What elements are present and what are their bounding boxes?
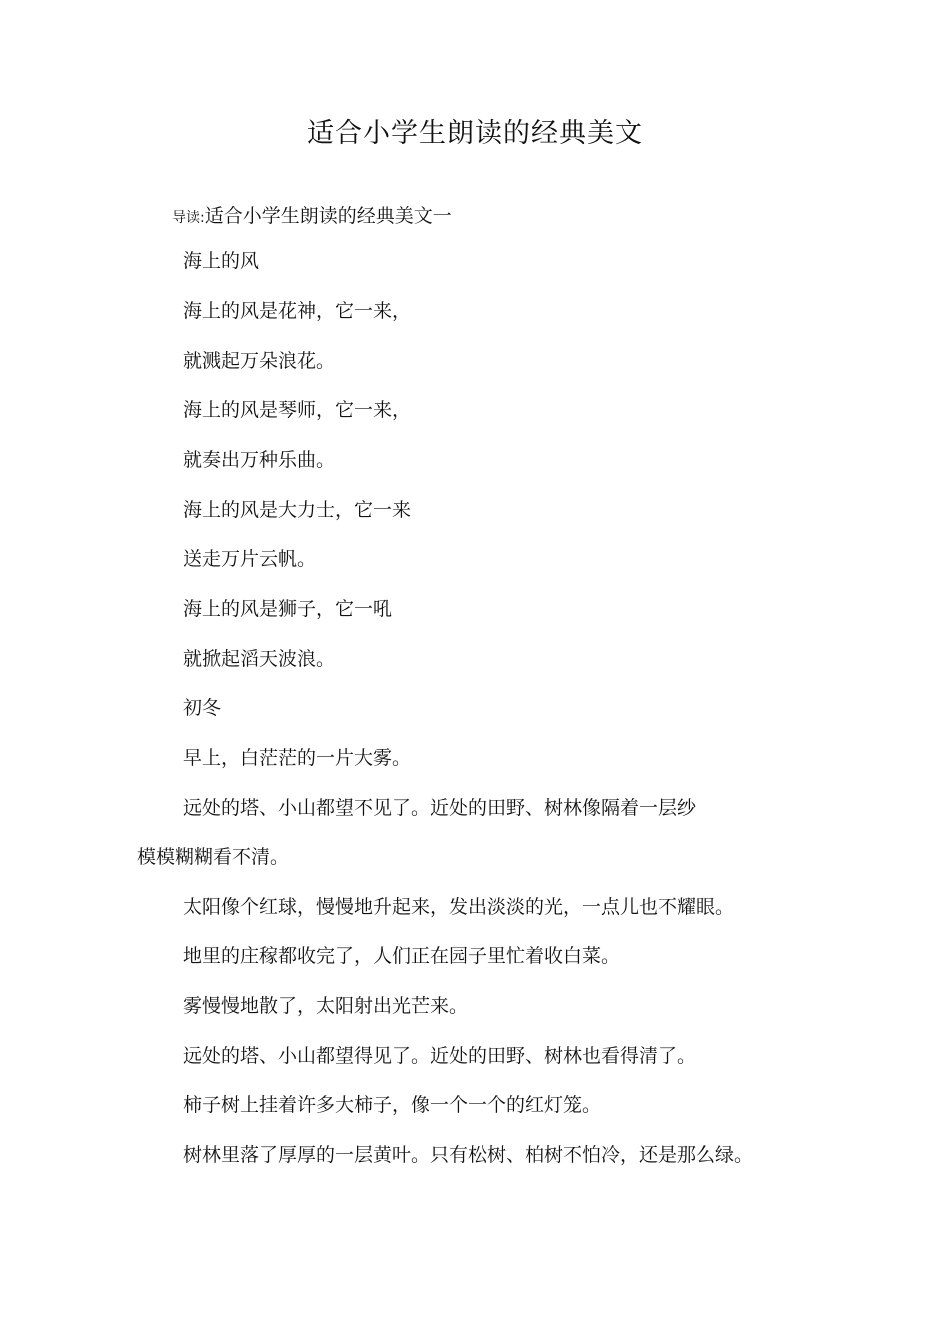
intro-label: 导读: bbox=[172, 210, 205, 226]
text-line: 模模糊糊看不清。 bbox=[137, 846, 290, 868]
text-line: 远处的塔、小山都望得见了。近处的田野、树林也看得清了。 bbox=[183, 1045, 697, 1067]
section-heading: 初冬 bbox=[183, 697, 222, 719]
text-line: 海上的风是狮子，它一吼 bbox=[183, 598, 393, 620]
text-line: 就溅起万朵浪花。 bbox=[183, 350, 336, 372]
intro-text: 适合小学生朗读的经典美文一 bbox=[204, 205, 452, 227]
text-line: 雾慢慢地散了，太阳射出光芒来。 bbox=[183, 995, 469, 1017]
text-line: 地里的庄稼都收完了，人们正在园子里忙着收白菜。 bbox=[183, 945, 621, 967]
text-line: 柿子树上挂着许多大柿子，像一个一个的红灯笼。 bbox=[183, 1094, 602, 1116]
text-line: 远处的塔、小山都望不见了。近处的田野、树林像隔着一层纱 bbox=[183, 797, 697, 819]
section-heading: 海上的风 bbox=[183, 250, 260, 272]
text-line: 海上的风是大力士，它一来 bbox=[183, 499, 412, 521]
text-line: 就掀起滔天波浪。 bbox=[183, 648, 336, 670]
text-line: 太阳像个红球，慢慢地升起来，发出淡淡的光，一点儿也不耀眼。 bbox=[183, 896, 735, 918]
text-line: 树林里落了厚厚的一层黄叶。只有松树、柏树不怕冷，还是那么绿。 bbox=[183, 1144, 754, 1166]
text-line: 送走万片云帆。 bbox=[183, 548, 317, 570]
text-line: 海上的风是琴师，它一来， bbox=[183, 399, 412, 421]
text-line: 早上，白茫茫的一片大雾。 bbox=[183, 747, 412, 769]
text-line: 就奏出万种乐曲。 bbox=[183, 449, 336, 471]
page-title: 适合小学生朗读的经典美文 bbox=[307, 118, 643, 149]
text-line: 海上的风是花神，它一来， bbox=[183, 300, 412, 322]
